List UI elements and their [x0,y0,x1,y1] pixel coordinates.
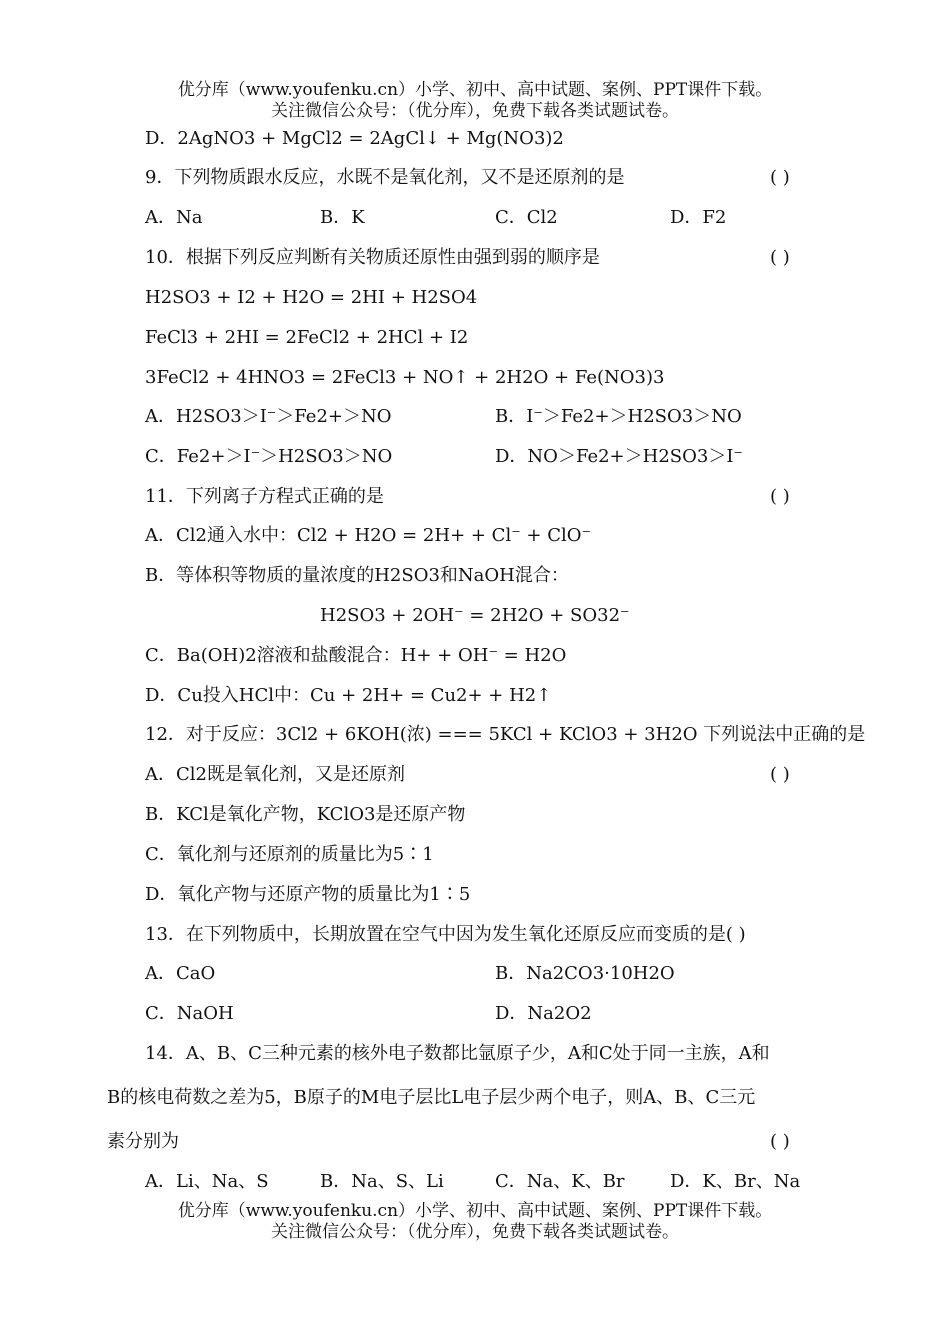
header-banner-line2: 关注微信公众号：（优分库），免费下载各类试题试卷。 [271,101,679,121]
q9-option-d: D．F2 [670,207,727,228]
q14-option-c: C．Na、K、Br [495,1171,625,1192]
q12-answer-paren: ( ) [770,764,790,785]
q9-option-c: C．Cl2 [495,207,558,228]
q11-option-c: C．Ba(OH)2溶液和盐酸混合：H+ + OH⁻ = H2O [145,645,567,666]
q14-answer-paren: ( ) [770,1131,790,1152]
q14-stem-line2: B的核电荷数之差为5，B原子的M电子层比L电子层少两个电子，则A、B、C三元 [107,1087,756,1108]
q11-stem: 11．下列离子方程式正确的是 [145,486,384,507]
q11-answer-paren: ( ) [770,486,790,507]
q10-answer-paren: ( ) [770,247,790,268]
q8-option-d: D．2AgNO3 + MgCl2 = 2AgCl↓ + Mg(NO3)2 [145,128,564,149]
q14-stem-line1: 14．A、B、C三种元素的核外电子数都比氩原子少，A和C处于同一主族，A和 [145,1043,770,1064]
q12-option-d: D．氧化产物与还原产物的质量比为1∶5 [145,884,471,905]
q10-stem: 10．根据下列反应判断有关物质还原性由强到弱的顺序是 [145,247,600,268]
q11-option-a: A．Cl2通入水中：Cl2 + H2O = 2H+ + Cl⁻ + ClO⁻ [145,525,592,546]
q10-option-d: D．NO＞Fe2+＞H2SO3＞I⁻ [495,446,743,467]
q13-option-a: A．CaO [145,963,216,984]
q12-option-c: C．氧化剂与还原剂的质量比为5∶1 [145,844,434,865]
q13-option-b: B．Na2CO3·10H2O [495,963,675,984]
footer-banner-line2: 关注微信公众号：（优分库），免费下载各类试题试卷。 [271,1222,679,1242]
q9-option-b: B．K [320,207,365,228]
q9-option-a: A．Na [145,207,203,228]
q14-option-b: B．Na、S、Li [320,1171,444,1192]
q10-option-c: C．Fe2+＞I⁻＞H2SO3＞NO [145,446,393,467]
q10-option-b: B．I⁻＞Fe2+＞H2SO3＞NO [495,406,742,427]
q11-option-b: B．等体积等物质的量浓度的H2SO3和NaOH混合： [145,565,569,586]
q10-equation-1: H2SO3 + I2 + H2O = 2HI + H2SO4 [145,287,478,308]
q9-answer-paren: ( ) [770,167,790,188]
q14-option-d: D．K、Br、Na [670,1171,801,1192]
q14-option-a: A．Li、Na、S [145,1171,269,1192]
q11-option-b-equation: H2SO3 + 2OH⁻ = 2H2O + SO32⁻ [320,605,630,626]
q12-stem: 12．对于反应：3Cl2 + 6KOH(浓) === 5KCl + KClO3 + 3H2O 下列说法中正确的是 [145,724,866,745]
footer-banner-line1: 优分库（www.youfenku.cn）小学、初中、高中试题、案例、PPT课件下载。 [177,1201,773,1221]
q10-equation-3: 3FeCl2 + 4HNO3 = 2FeCl3 + NO↑ + 2H2O + Fe(NO3)3 [145,367,665,388]
q9-stem: 9．下列物质跟水反应，水既不是氧化剂，又不是还原剂的是 [145,167,625,188]
q11-option-d: D．Cu投入HCl中：Cu + 2H+ = Cu2+ + H2↑ [145,685,552,706]
q12-option-a: A．Cl2既是氧化剂，又是还原剂 [145,764,405,785]
q10-equation-2: FeCl3 + 2HI = 2FeCl2 + 2HCl + I2 [145,327,469,348]
q10-option-a: A．H2SO3＞I⁻＞Fe2+＞NO [145,406,392,427]
q14-stem-line3: 素分别为 [107,1131,179,1152]
header-banner-line1: 优分库（www.youfenku.cn）小学、初中、高中试题、案例、PPT课件下载。 [177,80,773,100]
q13-option-c: C．NaOH [145,1003,234,1024]
q12-option-b: B．KCl是氧化产物，KClO3是还原产物 [145,804,466,825]
q13-option-d: D．Na2O2 [495,1003,592,1024]
q13-stem: 13．在下列物质中，长期放置在空气中因为发生氧化还原反应而变质的是( ) [145,924,746,945]
